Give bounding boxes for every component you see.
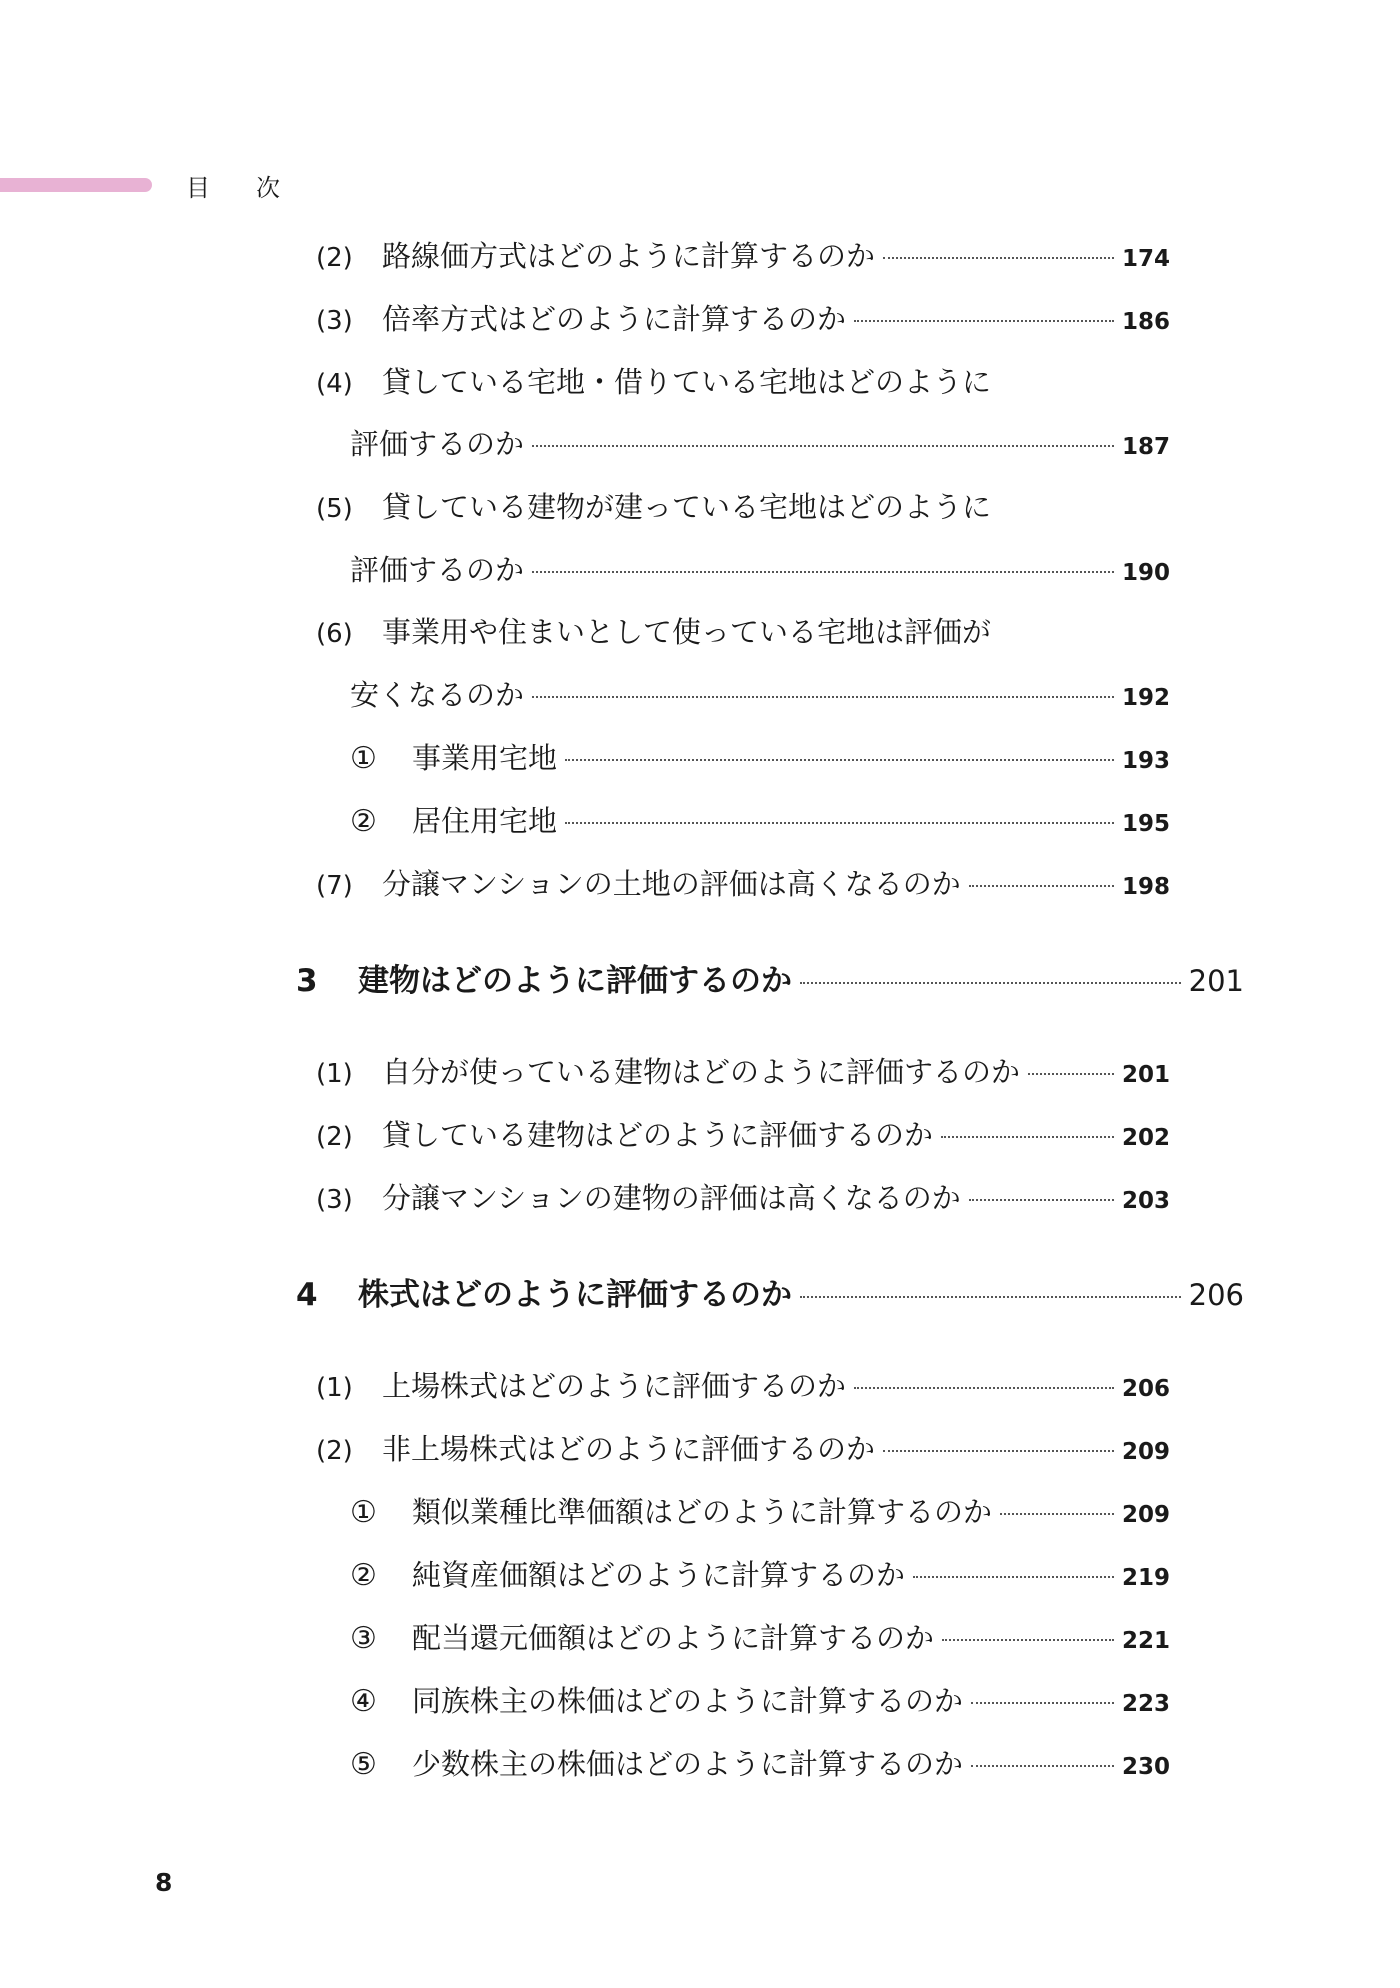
entry-number: (2) [316,243,353,273]
entry-page: 209 [1121,1502,1170,1528]
toc-entry-continuation [350,673,1170,714]
entry-page: 219 [1121,1565,1170,1591]
entry-number: (4) [316,369,353,399]
section-title: 株式はどのように評価するのか [358,1277,792,1313]
dot-leader [971,1765,1114,1767]
entry-page: 192 [1121,685,1170,711]
entry-title-continued: 評価するのか [350,427,525,461]
dot-leader [532,571,1114,573]
entry-number: ② [350,1558,377,1593]
entry-page: 202 [1121,1125,1170,1151]
entry-number: (6) [316,619,353,649]
entry-page: 221 [1121,1628,1170,1654]
entry-page: 206 [1121,1376,1170,1402]
dot-leader [942,1639,1114,1641]
dot-leader [532,445,1114,447]
dot-leader [969,885,1114,887]
entry-title: 路線価方式はどのように計算するのか [382,239,876,273]
dot-leader [565,759,1114,761]
section-number: 4 [296,1277,318,1313]
toc-entry [316,1364,1170,1405]
dot-leader [854,1387,1114,1389]
dot-leader [913,1576,1114,1578]
entry-title: 居住用宅地 [412,804,558,838]
entry-page: 186 [1121,309,1170,335]
toc-entry [316,1050,1170,1091]
entry-title: 上場株式はどのように評価するのか [382,1369,847,1403]
entry-page: 193 [1121,748,1170,774]
toc-entry [350,1742,1170,1783]
entry-page: 174 [1121,246,1170,272]
entry-page: 187 [1121,434,1170,460]
entry-title-continued: 評価するのか [350,553,525,587]
toc-entry [350,1679,1170,1720]
entry-number: (3) [316,1185,353,1215]
entry-title: 自分が使っている建物はどのように評価するのか [382,1055,1021,1089]
toc-section-heading [296,1269,1244,1314]
section-number: 3 [296,963,318,999]
entry-title: 事業用や住まいとして使っている宅地は評価が [382,615,992,649]
entry-page: 190 [1121,560,1170,586]
entry-number: ③ [350,1621,377,1656]
entry-title: 純資産価額はどのように計算するのか [412,1558,906,1592]
toc-entry [316,1176,1170,1217]
toc-entry [350,1616,1170,1657]
dot-leader [969,1199,1114,1201]
entry-title: 配当還元価額はどのように計算するのか [412,1621,935,1655]
entry-number: (3) [316,306,353,336]
entry-title: 倍率方式はどのように計算するのか [382,302,847,336]
toc-entry-continuation [350,422,1170,463]
accent-bar [0,178,152,192]
entry-number: ① [350,741,377,776]
section-page: 201 [1188,964,1244,998]
section-title: 建物はどのように評価するのか [358,963,792,999]
entry-title: 非上場株式はどのように評価するのか [382,1432,876,1466]
entry-page: 195 [1121,811,1170,837]
dot-leader [800,1296,1181,1298]
toc-entry [350,736,1170,777]
dot-leader [883,1450,1114,1452]
entry-title: 貸している建物が建っている宅地はどのように [382,490,992,524]
toc-entry [316,1427,1170,1468]
entry-page: 203 [1121,1188,1170,1214]
toc-entry [316,360,991,401]
dot-leader [883,257,1114,259]
toc-entry [316,610,991,651]
entry-page: 201 [1121,1062,1170,1088]
entry-page: 230 [1121,1754,1170,1780]
toc-entry [316,1113,1170,1154]
toc-entry [350,799,1170,840]
entry-number: (2) [316,1122,353,1152]
toc-entry-continuation [350,548,1170,589]
toc-section-heading [296,955,1244,1000]
entry-number: (2) [316,1436,353,1466]
entry-title: 同族株主の株価はどのように計算するのか [412,1684,964,1718]
entry-number: (5) [316,494,353,524]
dot-leader [1028,1073,1114,1075]
toc-entry [316,234,1170,275]
dot-leader [800,982,1181,984]
entry-number: ② [350,804,377,839]
entry-title: 事業用宅地 [412,741,558,775]
entry-page: 223 [1121,1691,1170,1717]
entry-title: 類似業種比準価額はどのように計算するのか [412,1495,993,1529]
entry-number: ⑤ [350,1747,377,1782]
toc-entry [316,297,1170,338]
entry-title: 分譲マンションの土地の評価は高くなるのか [382,867,961,901]
dot-leader [1000,1513,1114,1515]
entry-number: ① [350,1495,377,1530]
entry-number: (1) [316,1373,353,1403]
dot-leader [854,320,1114,322]
dot-leader [565,822,1114,824]
section-page: 206 [1188,1278,1244,1312]
page-number: 8 [155,1868,173,1897]
running-head: 目次 [186,174,326,202]
toc-entry [316,485,991,526]
entry-number: (7) [316,871,353,901]
entry-page: 198 [1121,874,1170,900]
toc-entry [316,862,1170,903]
dot-leader [532,696,1114,698]
dot-leader [941,1136,1114,1138]
entry-title: 貸している建物はどのように評価するのか [382,1118,934,1152]
toc-entry [350,1553,1170,1594]
entry-page: 209 [1121,1439,1170,1465]
entry-title: 分譲マンションの建物の評価は高くなるのか [382,1181,961,1215]
entry-number: ④ [350,1684,377,1719]
toc-entry [350,1490,1170,1531]
entry-title-continued: 安くなるのか [350,678,525,712]
entry-title: 貸している宅地・借りている宅地はどのように [382,365,992,399]
entry-number: (1) [316,1059,353,1089]
dot-leader [971,1702,1114,1704]
entry-title: 少数株主の株価はどのように計算するのか [412,1747,964,1781]
